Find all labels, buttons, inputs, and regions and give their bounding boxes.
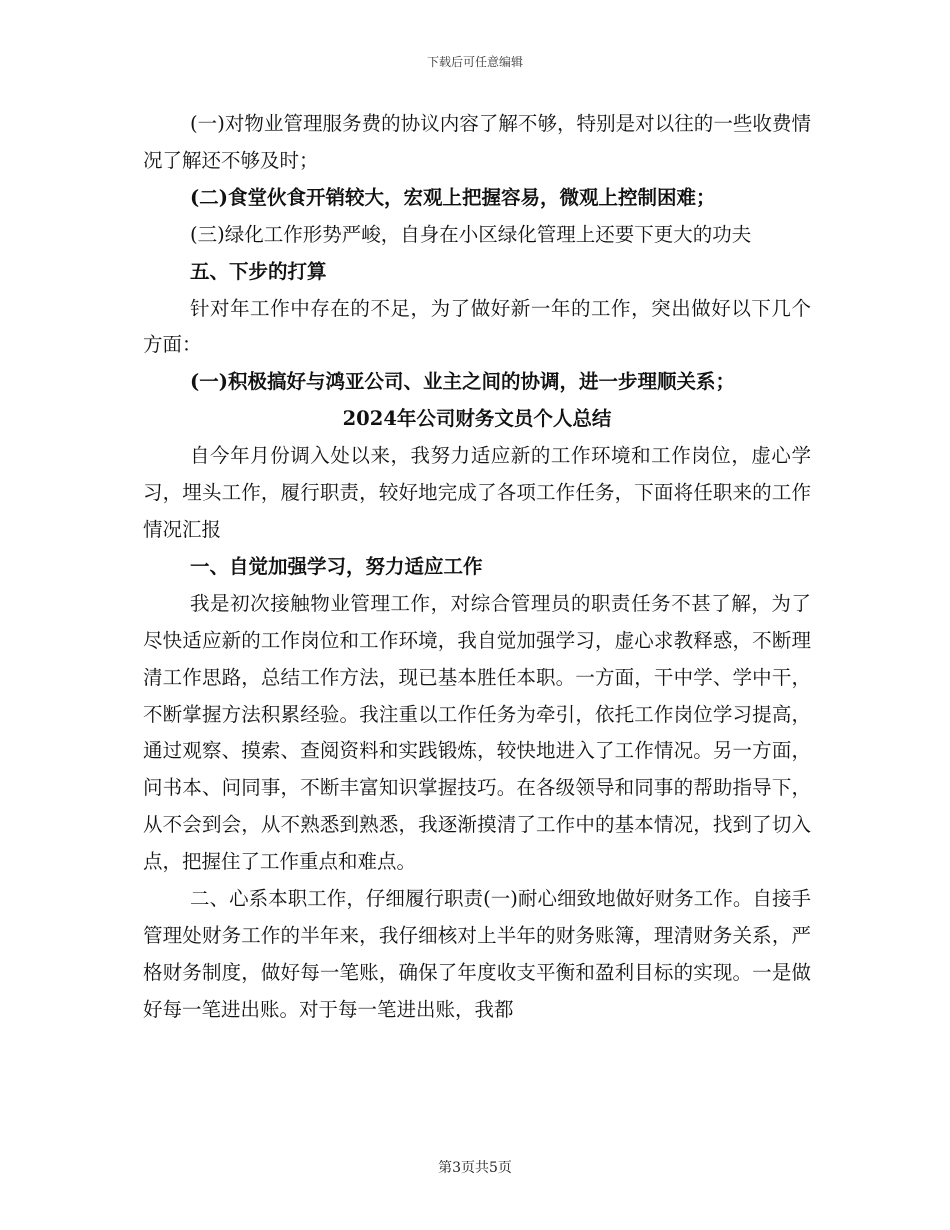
- paragraph-learning: 我是初次接触物业管理工作，对综合管理员的职责任务不甚了解，为了尽快适应新的工作岗位和工作环境，我自觉加强学习，虚心求教释惑，不断理清工作思路，总结工作方法，现已基本胜任本职。一方面，干中学、学中干，不断掌握方法积累经验。我注重以工作任务为牵引，依托工作岗位学习提高，通过观察、摸索、查阅资料和实践锻炼，较快地进入了工作情况。另一方面，问书本、问同事，不断丰富知识掌握技巧。在各级领导和同事的帮助指导下，从不会到会，从不熟悉到熟悉，我逐渐摸清了工作中的基本情况，找到了切入点，把握住了工作重点和难点。: [143, 591, 811, 874]
- section-heading-5: 五、下步的打算: [190, 259, 327, 283]
- paragraph-plan-intro: 针对年工作中存在的不足，为了做好新一年的工作，突出做好以下几个方面：: [143, 296, 811, 357]
- paragraph-item-3: (三)绿化工作形势严峻，自身在小区绿化管理上还要下更大的功夫: [190, 222, 752, 246]
- document-title: 2024年公司财务文员个人总结: [342, 407, 612, 431]
- paragraph-item-1: (一)对物业管理服务费的协议内容了解不够，特别是对以往的一些收费情况了解还不够及时；: [143, 112, 811, 172]
- section-heading-1: 一、自觉加强学习，努力适应工作: [190, 554, 483, 578]
- page-number: 第3页共5页: [438, 1160, 512, 1176]
- page-header: 下载后可任意编辑: [426, 55, 523, 69]
- paragraph-item-2-bold: (二)食堂伙食开销较大，宏观上把握容易，微观上控制困难；: [190, 185, 716, 209]
- document-body: [143, 106, 811, 1029]
- paragraph-plan-item-1: (一)积极搞好与鸿亚公司、业主之间的协调，进一步理顺关系；: [190, 370, 735, 394]
- paragraph-duties: 二、心系本职工作，仔细履行职责(一)耐心细致地做好财务工作。自接手管理处财务工作的半年来，我仔细核对上半年的财务账簿，理清财务关系，严格财务制度，做好每一笔账，确保了年度收支平衡和盈利目标的实现。一是做好每一笔进出账。对于每一笔进出账，我都: [143, 887, 811, 1021]
- paragraph-intro: 自今年月份调入处以来，我努力适应新的工作环境和工作岗位，虚心学习，埋头工作，履行职责，较好地完成了各项工作任务，下面将任职来的工作情况汇报: [143, 444, 811, 541]
